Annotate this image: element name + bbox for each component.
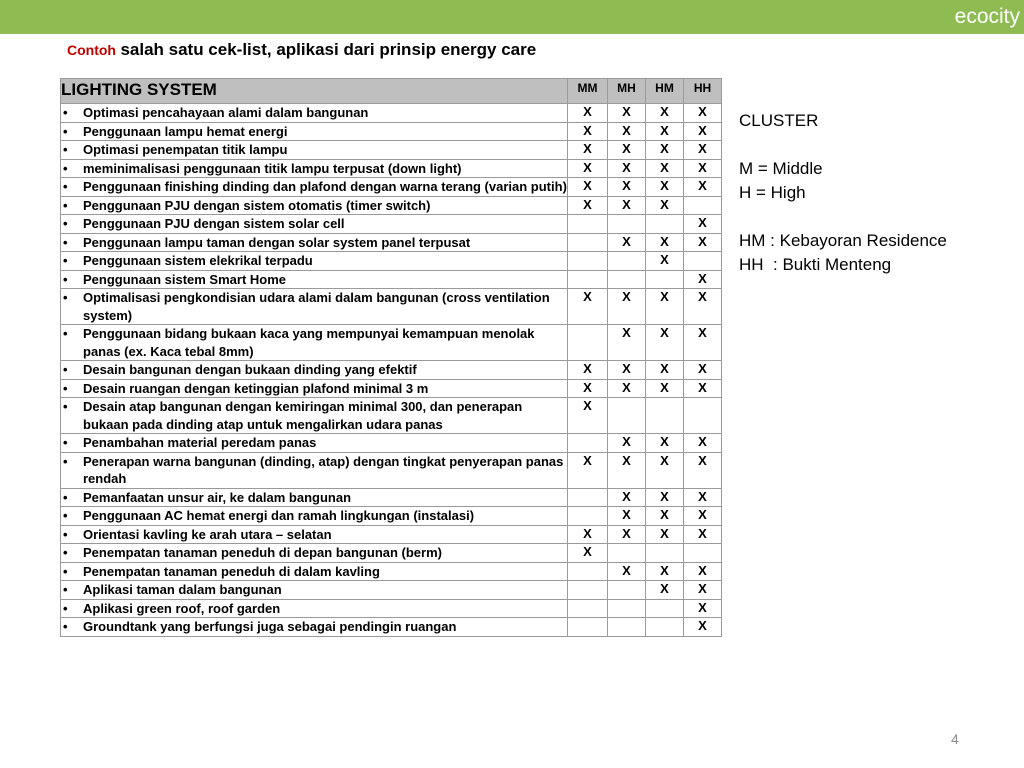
legend-line: H = High [739, 183, 806, 202]
mark-cell-mh: X [608, 525, 646, 544]
checklist-item [61, 325, 568, 361]
bullet-icon: • [63, 216, 68, 231]
mark-cell-mh: X [608, 233, 646, 252]
checklist-item [61, 159, 568, 178]
mark-cell-mm [568, 325, 608, 361]
mark-cell-hh: X [684, 434, 722, 453]
mark-cell-mh: X [608, 488, 646, 507]
bullet-icon: • [63, 526, 68, 542]
table-row [61, 196, 722, 215]
mark-cell-hh: X [684, 361, 722, 380]
mark-cell-mm: X [568, 289, 608, 325]
mark-cell-mm [568, 599, 608, 618]
checklist-item-label: Groundtank yang berfungsi juga sebagai pendingin ruangan [83, 619, 457, 634]
mark-cell-mm [568, 215, 608, 234]
mark-cell-hh: X [684, 270, 722, 289]
checklist-item-label: Desain bangunan dengan bukaan dinding yang efektif [83, 362, 417, 377]
checklist-item-label: Penambahan material peredam panas [83, 435, 317, 450]
column-header-mh: MH [608, 79, 646, 104]
bullet-icon: • [63, 123, 68, 139]
checklist-item [61, 488, 568, 507]
table-row [61, 618, 722, 637]
bullet-icon: • [63, 234, 68, 250]
legend-line: M = Middle [739, 159, 823, 178]
bullet-icon: • [63, 160, 68, 176]
mark-cell-hm [646, 544, 684, 563]
mark-cell-hm: X [646, 452, 684, 488]
mark-cell-mh: X [608, 122, 646, 141]
mark-cell-hh: X [684, 488, 722, 507]
table-row [61, 434, 722, 453]
table-row [61, 379, 722, 398]
mark-cell-hm: X [646, 122, 684, 141]
table-row [61, 452, 722, 488]
bullet-icon: • [63, 197, 68, 213]
checklist-item-label: Optimalisasi pengkondisian udara alami dalam bangunan (cross ventilation system) [83, 290, 550, 323]
bullet-icon: • [63, 453, 68, 469]
mark-cell-hh: X [684, 507, 722, 526]
checklist-item-label: Penempatan tanaman peneduh di dalam kavling [83, 563, 380, 579]
checklist-item [61, 434, 568, 453]
mark-cell-mm [568, 618, 608, 637]
mark-cell-mm: X [568, 159, 608, 178]
checklist-item [61, 104, 568, 123]
mark-cell-hh: X [684, 104, 722, 123]
legend-line [739, 133, 947, 157]
mark-cell-mh: X [608, 159, 646, 178]
mark-cell-hm: X [646, 488, 684, 507]
bullet-icon: • [63, 582, 68, 597]
checklist-item-label: Penerapan warna bangunan (dinding, atap) dengan tingkat penyerapan panas rendah [83, 453, 564, 486]
mark-cell-hm: X [646, 196, 684, 215]
table-row [61, 525, 722, 544]
checklist-item-label: Penempatan tanaman peneduh di depan bangunan (berm) [83, 545, 442, 560]
table-row [61, 122, 722, 141]
mark-cell-hm: X [646, 178, 684, 197]
table-row [61, 233, 722, 252]
checklist-item [61, 507, 568, 526]
mark-cell-mm: X [568, 104, 608, 123]
mark-cell-mh [608, 618, 646, 637]
bullet-icon: • [63, 362, 68, 377]
mark-cell-mh: X [608, 196, 646, 215]
checklist-item-label: Aplikasi green roof, roof garden [83, 600, 281, 616]
mark-cell-hm: X [646, 361, 684, 380]
mark-cell-hh: X [684, 233, 722, 252]
mark-cell-hm: X [646, 507, 684, 526]
mark-cell-mm: X [568, 379, 608, 398]
checklist-item-label: Penggunaan bidang bukaan kaca yang mempunyai kemampuan menolak panas (ex. Kaca tebal 8mm) [83, 326, 535, 359]
bullet-icon: • [63, 435, 68, 450]
table-row [61, 398, 722, 434]
table-row [61, 544, 722, 563]
bullet-icon: • [63, 619, 68, 634]
page-title [67, 40, 536, 60]
mark-cell-mm: X [568, 544, 608, 563]
mark-cell-mm: X [568, 525, 608, 544]
mark-cell-hh: X [684, 141, 722, 160]
mark-cell-hh [684, 196, 722, 215]
legend-line: HM : Kebayoran Residence [739, 231, 947, 250]
mark-cell-mh [608, 398, 646, 434]
table-row [61, 104, 722, 123]
checklist-item-label: Penggunaan finishing dinding dan plafond dengan warna terang (varian putih) [83, 179, 567, 194]
mark-cell-hh [684, 252, 722, 271]
title-text: salah satu cek-list, aplikasi dari prinsip energy care [120, 40, 537, 59]
table-row [61, 507, 722, 526]
mark-cell-mh [608, 599, 646, 618]
legend-line: CLUSTER [739, 111, 819, 130]
checklist-item-label: Aplikasi taman dalam bangunan [83, 582, 282, 597]
checklist-item-label: Optimasi penempatan titik lampu [83, 142, 288, 157]
mark-cell-hm: X [646, 233, 684, 252]
checklist-item-label: Desain ruangan dengan ketinggian plafond minimal 3 m [83, 380, 429, 396]
mark-cell-hh: X [684, 452, 722, 488]
column-header-hh: HH [684, 79, 722, 104]
mark-cell-mm: X [568, 141, 608, 160]
legend-line [739, 205, 947, 229]
mark-cell-hh: X [684, 618, 722, 637]
mark-cell-hm: X [646, 252, 684, 271]
mark-cell-hm: X [646, 289, 684, 325]
mark-cell-hh: X [684, 178, 722, 197]
cluster-legend [739, 109, 947, 277]
checklist-item [61, 361, 568, 380]
checklist-item [61, 196, 568, 215]
checklist-item [61, 599, 568, 618]
mark-cell-hh: X [684, 215, 722, 234]
checklist-item [61, 122, 568, 141]
checklist-item-label: meminimalisasi penggunaan titik lampu terpusat (down light) [83, 160, 462, 176]
column-header-hm: HM [646, 79, 684, 104]
mark-cell-hh [684, 544, 722, 563]
mark-cell-hm: X [646, 159, 684, 178]
mark-cell-mm: X [568, 452, 608, 488]
top-banner [0, 0, 1024, 34]
table-row [61, 562, 722, 581]
page-number: 4 [951, 731, 959, 747]
checklist-item [61, 544, 568, 563]
mark-cell-mm [568, 507, 608, 526]
bullet-icon: • [63, 271, 68, 287]
checklist-item [61, 618, 568, 637]
checklist-item [61, 141, 568, 160]
mark-cell-mh: X [608, 325, 646, 361]
checklist-item [61, 233, 568, 252]
mark-cell-mh: X [608, 434, 646, 453]
checklist-item [61, 270, 568, 289]
mark-cell-hh: X [684, 525, 722, 544]
checklist-item-label: Orientasi kavling ke arah utara – selatan [83, 526, 332, 542]
column-header-mm: MM [568, 79, 608, 104]
mark-cell-mh: X [608, 141, 646, 160]
checklist-item [61, 581, 568, 600]
checklist-item [61, 379, 568, 398]
table-row [61, 581, 722, 600]
title-prefix: Contoh [67, 42, 116, 58]
checklist-item [61, 289, 568, 325]
mark-cell-mh: X [608, 452, 646, 488]
table-row [61, 325, 722, 361]
bullet-icon: • [63, 326, 68, 341]
section-header: LIGHTING SYSTEM [61, 79, 568, 104]
bullet-icon: • [63, 545, 68, 560]
table-row [61, 141, 722, 160]
mark-cell-hm: X [646, 104, 684, 123]
checklist-item [61, 398, 568, 434]
mark-cell-mm: X [568, 398, 608, 434]
mark-cell-mm: X [568, 361, 608, 380]
bullet-icon: • [63, 508, 68, 523]
mark-cell-mh: X [608, 379, 646, 398]
mark-cell-hm [646, 270, 684, 289]
mark-cell-hh: X [684, 581, 722, 600]
mark-cell-mm [568, 270, 608, 289]
table-row [61, 599, 722, 618]
checklist-item [61, 525, 568, 544]
mark-cell-mm: X [568, 196, 608, 215]
checklist-item [61, 178, 568, 197]
checklist-item [61, 215, 568, 234]
mark-cell-mm: X [568, 122, 608, 141]
table-row [61, 159, 722, 178]
bullet-icon: • [63, 489, 68, 505]
table-header-row [61, 79, 722, 104]
checklist-item-label: Penggunaan sistem elekrikal terpadu [83, 253, 313, 268]
mark-cell-mh: X [608, 178, 646, 197]
mark-cell-hm: X [646, 562, 684, 581]
bullet-icon: • [63, 179, 68, 194]
checklist-item-label: Penggunaan sistem Smart Home [83, 271, 286, 287]
mark-cell-mm [568, 434, 608, 453]
mark-cell-mm [568, 562, 608, 581]
checklist-item-label: Desain atap bangunan dengan kemiringan minimal 300, dan penerapan bukaan pada dinding atap untuk mengalirkan udara panas [83, 399, 523, 432]
checklist-item [61, 562, 568, 581]
mark-cell-hm: X [646, 525, 684, 544]
checklist-item-label: Pemanfaatan unsur air, ke dalam bangunan [83, 489, 352, 505]
mark-cell-hm: X [646, 434, 684, 453]
table-row [61, 215, 722, 234]
mark-cell-mh: X [608, 104, 646, 123]
mark-cell-mm [568, 233, 608, 252]
mark-cell-hh: X [684, 325, 722, 361]
table-row [61, 270, 722, 289]
table-row [61, 361, 722, 380]
mark-cell-mh [608, 252, 646, 271]
mark-cell-hh: X [684, 379, 722, 398]
mark-cell-hm [646, 599, 684, 618]
bullet-icon: • [63, 142, 68, 157]
checklist-item-label: Penggunaan PJU dengan sistem solar cell [83, 216, 345, 231]
mark-cell-hh: X [684, 159, 722, 178]
mark-cell-mh: X [608, 361, 646, 380]
checklist-item-label: Optimasi pencahayaan alami dalam bangunan [83, 105, 369, 120]
mark-cell-hh: X [684, 122, 722, 141]
mark-cell-mh: X [608, 562, 646, 581]
table-row [61, 488, 722, 507]
mark-cell-mh [608, 215, 646, 234]
mark-cell-mh: X [608, 289, 646, 325]
mark-cell-mh [608, 581, 646, 600]
mark-cell-mh [608, 544, 646, 563]
bullet-icon: • [63, 290, 68, 305]
table-row [61, 289, 722, 325]
mark-cell-mm [568, 252, 608, 271]
checklist-item-label: Penggunaan PJU dengan sistem otomatis (timer switch) [83, 197, 431, 213]
table-row [61, 178, 722, 197]
mark-cell-hm [646, 215, 684, 234]
bullet-icon: • [63, 563, 68, 579]
mark-cell-mm: X [568, 178, 608, 197]
bullet-icon: • [63, 399, 68, 414]
mark-cell-hm [646, 618, 684, 637]
brand-logo-text: ecocity [954, 5, 1020, 28]
checklist-item-label: Penggunaan lampu hemat energi [83, 123, 288, 139]
legend-line: HH : Bukti Menteng [739, 255, 892, 274]
mark-cell-hm: X [646, 379, 684, 398]
mark-cell-hh: X [684, 289, 722, 325]
checklist-item-label: Penggunaan lampu taman dengan solar system panel terpusat [83, 234, 471, 250]
mark-cell-mm [568, 488, 608, 507]
mark-cell-hh [684, 398, 722, 434]
checklist-item-label: Penggunaan AC hemat energi dan ramah lingkungan (instalasi) [83, 508, 475, 523]
bullet-icon: • [63, 380, 68, 396]
mark-cell-mm [568, 581, 608, 600]
mark-cell-mh [608, 270, 646, 289]
mark-cell-hm: X [646, 581, 684, 600]
bullet-icon: • [63, 105, 68, 120]
checklist-table [60, 78, 722, 637]
checklist-item [61, 252, 568, 271]
mark-cell-hh: X [684, 562, 722, 581]
bullet-icon: • [63, 600, 68, 616]
mark-cell-hh: X [684, 599, 722, 618]
mark-cell-hm: X [646, 141, 684, 160]
mark-cell-hm [646, 398, 684, 434]
checklist-item [61, 452, 568, 488]
mark-cell-mh: X [608, 507, 646, 526]
table-row [61, 252, 722, 271]
bullet-icon: • [63, 253, 68, 268]
mark-cell-hm: X [646, 325, 684, 361]
